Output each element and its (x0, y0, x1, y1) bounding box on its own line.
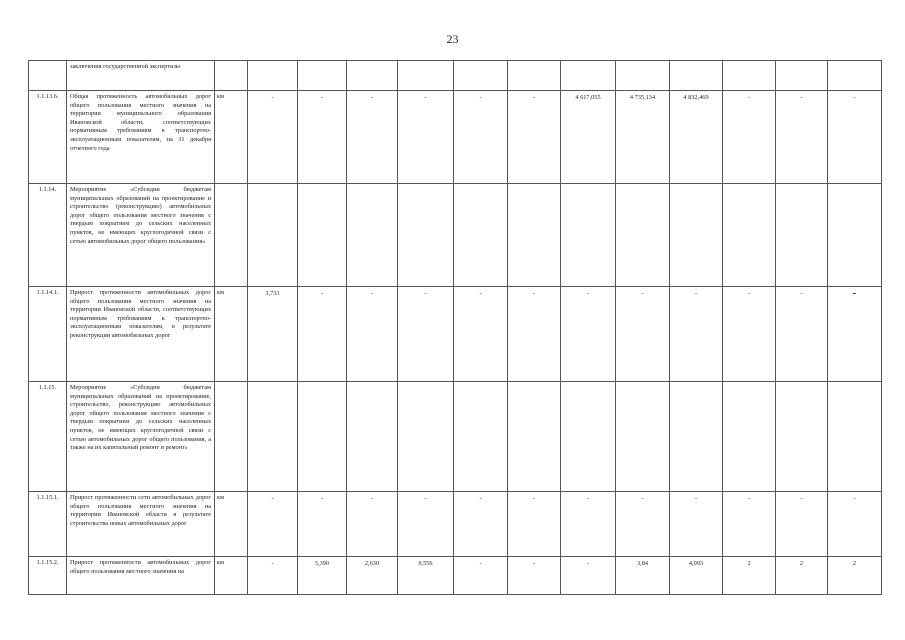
value-cell: - (723, 492, 776, 557)
value-cell (561, 382, 616, 492)
value-cell (616, 184, 670, 287)
value-cell (616, 382, 670, 492)
table-row (29, 287, 882, 382)
value-cell: - (561, 287, 616, 382)
value-cell (248, 382, 298, 492)
value-cell (454, 382, 508, 492)
value-cell: - (347, 91, 398, 184)
value-cell (828, 382, 882, 492)
value-cell (347, 184, 398, 287)
value-cell: - (561, 492, 616, 557)
value-cell: - (398, 492, 454, 557)
value-cell (398, 61, 454, 91)
row-name: Мероприятие «Субсидии бюджетам муниципальных образований на проектирование, строительство, реконструкцию автомобильных дорог общего пользования местного значения с твердым покрытием до сельских населенных пунктов, не имеющих круглогодичной связи с сетью автомобильных дорог общего пользования, а также на их капитальный ремонт и ремонт» (67, 382, 215, 492)
row-unit (215, 382, 248, 492)
value-cell (723, 61, 776, 91)
row-number: 1.1.15. (29, 382, 67, 492)
value-cell (398, 382, 454, 492)
value-cell (776, 61, 828, 91)
row-number: 1.1.15.2. (29, 557, 67, 595)
value-cell (561, 61, 616, 91)
value-cell: 4 735,134 (616, 91, 670, 184)
value-cell (616, 61, 670, 91)
row-unit: км (215, 557, 248, 595)
value-cell: 2,630 (347, 557, 398, 595)
value-cell: - (828, 91, 882, 184)
value-cell: 4,093 (670, 557, 723, 595)
value-cell (670, 382, 723, 492)
value-cell: - (398, 91, 454, 184)
table-row (29, 492, 882, 557)
row-unit: км (215, 287, 248, 382)
value-cell: 3,84 (616, 557, 670, 595)
value-cell (298, 61, 347, 91)
value-cell: - (670, 287, 723, 382)
value-cell: - (298, 492, 347, 557)
row-name: заключения государственной экспертизы (67, 61, 215, 91)
value-cell (508, 382, 561, 492)
value-cell: 2 (723, 557, 776, 595)
value-cell (508, 184, 561, 287)
value-cell: - (776, 91, 828, 184)
row-name: Прирост протяженности автомобильных дорог общего пользования местного значения на (67, 557, 215, 595)
value-cell (454, 184, 508, 287)
value-cell: - (828, 287, 882, 382)
value-cell: 2 (776, 557, 828, 595)
row-name: Прирост протяженности автомобильных дорог общего пользования местного значения на территории Ивановской области, соответствующих нормативным требованиям к транспортно-эксплуатационным показателям, в результате реконструкции автомобильных дорог (67, 287, 215, 382)
value-cell (508, 61, 561, 91)
value-cell: - (398, 287, 454, 382)
value-cell: - (616, 287, 670, 382)
row-name: Прирост протяженности сети автомобильных дорог общего пользования местного значения на территории Ивановской области в результате строительства новых автомобильных дорог (67, 492, 215, 557)
value-cell: - (347, 287, 398, 382)
value-cell: 2 (828, 557, 882, 595)
value-cell: - (454, 91, 508, 184)
row-number (29, 61, 67, 91)
table-row (29, 61, 882, 91)
value-cell: - (723, 91, 776, 184)
value-cell: 5,390 (298, 557, 347, 595)
value-cell (561, 184, 616, 287)
row-unit: км (215, 492, 248, 557)
value-cell: - (776, 492, 828, 557)
value-cell (776, 184, 828, 287)
value-cell: - (248, 557, 298, 595)
value-cell (248, 184, 298, 287)
value-cell: - (298, 287, 347, 382)
value-cell (670, 61, 723, 91)
value-cell: - (670, 492, 723, 557)
value-cell: - (454, 287, 508, 382)
row-number: 1.1.14. (29, 184, 67, 287)
value-cell: - (454, 557, 508, 595)
row-number: 1.1.13.6. (29, 91, 67, 184)
value-cell: - (616, 492, 670, 557)
value-cell (828, 61, 882, 91)
value-cell: - (723, 287, 776, 382)
row-name: Мероприятие «Субсидии бюджетам муниципальных образований на проектирование и строительство (реконструкцию) автомобильных дорог общего пользования местного значения с твердым покрытием до сельских населенных пунктов, не имеющих круглогодичной связи с сетью автомобильных дорог общего пользования» (67, 184, 215, 287)
value-cell: - (508, 91, 561, 184)
value-cell: - (298, 91, 347, 184)
value-cell (248, 61, 298, 91)
indicators-table (28, 60, 882, 595)
value-cell: - (828, 492, 882, 557)
value-cell: - (347, 492, 398, 557)
value-cell (828, 184, 882, 287)
value-cell (298, 184, 347, 287)
row-unit (215, 184, 248, 287)
value-cell: - (248, 492, 298, 557)
value-cell (398, 184, 454, 287)
value-cell (454, 61, 508, 91)
value-cell: - (248, 91, 298, 184)
value-cell: - (454, 492, 508, 557)
table-row (29, 184, 882, 287)
table-row (29, 382, 882, 492)
page-number: 23 (446, 32, 459, 46)
value-cell: - (508, 557, 561, 595)
value-cell: 9,556 (398, 557, 454, 595)
row-unit: км (215, 91, 248, 184)
value-cell: - (776, 287, 828, 382)
row-number: 1.1.14.1. (29, 287, 67, 382)
table-row (29, 557, 882, 595)
value-cell (347, 382, 398, 492)
value-cell: 3,733 (248, 287, 298, 382)
row-name: Общая протяженность автомобильных дорог общего пользования местного значения на территории муниципального образования Ивановской области, соответствующих нормативным требованиям к транспортно-эксплуатационным показателям, на 31 декабря отчетного года (67, 91, 215, 184)
value-cell (723, 382, 776, 492)
value-cell: 4 832,469 (670, 91, 723, 184)
table-row (29, 91, 882, 184)
value-cell: 4 617,055 (561, 91, 616, 184)
value-cell (723, 184, 776, 287)
value-cell: - (508, 492, 561, 557)
value-cell: - (508, 287, 561, 382)
value-cell (776, 382, 828, 492)
value-cell (670, 184, 723, 287)
row-number: 1.1.15.1. (29, 492, 67, 557)
value-cell (298, 382, 347, 492)
value-cell: - (561, 557, 616, 595)
row-unit (215, 61, 248, 91)
value-cell (347, 61, 398, 91)
